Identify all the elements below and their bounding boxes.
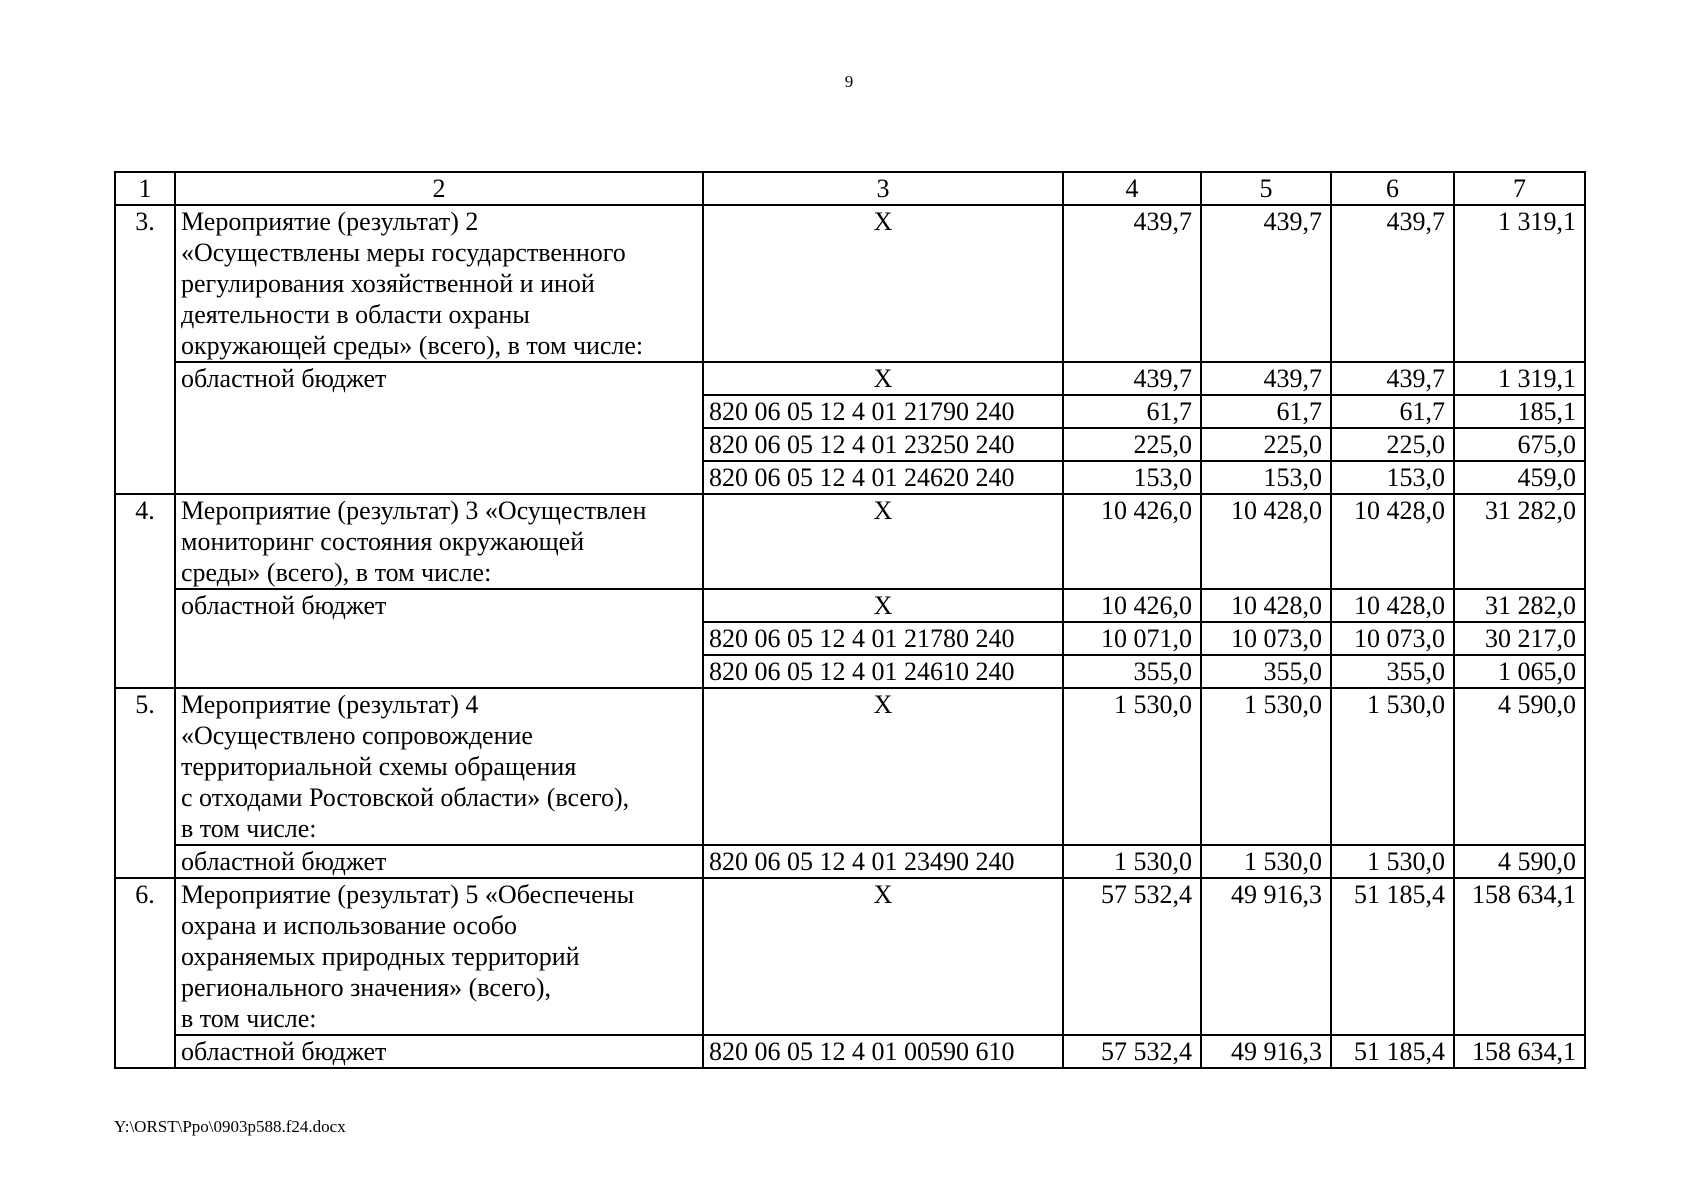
amount-cell: 225,0 (1331, 428, 1454, 461)
activity-title-line: деятельности в области охраны (181, 300, 530, 329)
row-number: 3. (115, 205, 175, 494)
amount-cell: 10 071,0 (1063, 622, 1201, 655)
budget-code: 820 06 05 12 4 01 21790 240 (703, 395, 1063, 428)
budget-code: 820 06 05 12 4 01 00590 610 (703, 1035, 1063, 1068)
activity-title-line: «Осуществлены меры государственного (181, 238, 626, 267)
amount-cell: 10 428,0 (1201, 589, 1331, 622)
activity-title-line: мониторинг состояния окружающей (181, 527, 585, 556)
amount-cell: 355,0 (1331, 655, 1454, 688)
activity-title-line: среды» (всего), в том числе: (181, 558, 492, 587)
funding-source: областной бюджет (175, 362, 703, 395)
header-cell: 4 (1063, 172, 1201, 205)
activity-title-line: территориальной схемы обращения (181, 752, 577, 781)
activity-row (115, 688, 1585, 845)
funding-source (175, 395, 703, 428)
header-cell: 6 (1331, 172, 1454, 205)
header-cell: 5 (1201, 172, 1331, 205)
activity-row (115, 494, 1585, 589)
budget-code: X (703, 494, 1063, 589)
amount-cell: 439,7 (1063, 362, 1201, 395)
amount-cell: 1 530,0 (1201, 845, 1331, 878)
budget-table (114, 171, 1586, 1069)
amount-cell: 355,0 (1063, 655, 1201, 688)
amount-cell: 31 282,0 (1454, 589, 1585, 622)
amount-cell: 31 282,0 (1454, 494, 1585, 589)
amount-cell: 185,1 (1454, 395, 1585, 428)
activity-title-line: Мероприятие (результат) 4 (181, 690, 479, 719)
amount-cell: 225,0 (1201, 428, 1331, 461)
header-cell: 2 (175, 172, 703, 205)
budget-code: 820 06 05 12 4 01 23490 240 (703, 845, 1063, 878)
amount-cell: 459,0 (1454, 461, 1585, 494)
amount-cell: 1 319,1 (1454, 205, 1585, 362)
activity-row (115, 205, 1585, 362)
row-number: 6. (115, 878, 175, 1068)
amount-cell: 153,0 (1201, 461, 1331, 494)
amount-cell: 1 530,0 (1331, 845, 1454, 878)
amount-cell: 225,0 (1063, 428, 1201, 461)
funding-row (115, 1035, 1585, 1068)
header-cell: 1 (115, 172, 175, 205)
funding-row (115, 461, 1585, 494)
budget-code: X (703, 688, 1063, 845)
amount-cell: 61,7 (1331, 395, 1454, 428)
amount-cell: 439,7 (1201, 205, 1331, 362)
amount-cell: 158 634,1 (1454, 878, 1585, 1035)
budget-code: X (703, 362, 1063, 395)
amount-cell: 4 590,0 (1454, 688, 1585, 845)
amount-cell: 30 217,0 (1454, 622, 1585, 655)
header-cell: 7 (1454, 172, 1585, 205)
amount-cell: 439,7 (1331, 205, 1454, 362)
funding-row (115, 845, 1585, 878)
activity-title-line: в том числе: (181, 814, 317, 843)
budget-code: 820 06 05 12 4 01 21780 240 (703, 622, 1063, 655)
amount-cell: 439,7 (1063, 205, 1201, 362)
budget-code: 820 06 05 12 4 01 24620 240 (703, 461, 1063, 494)
amount-cell: 1 530,0 (1331, 688, 1454, 845)
funding-row (115, 395, 1585, 428)
header-row (115, 172, 1585, 205)
amount-cell: 10 073,0 (1201, 622, 1331, 655)
activity-title-line: Мероприятие (результат) 3 «Осуществлен (181, 496, 647, 525)
funding-source (175, 428, 703, 461)
amount-cell: 10 073,0 (1331, 622, 1454, 655)
activity-title (175, 205, 703, 362)
funding-source (175, 655, 703, 688)
budget-code: X (703, 205, 1063, 362)
header-cell: 3 (703, 172, 1063, 205)
funding-source (175, 461, 703, 494)
file-path-footer: Y:\ORST\Ppo\0903p588.f24.docx (114, 1117, 346, 1136)
activity-title-line: охраняемых природных территорий (181, 942, 580, 971)
activity-title (175, 688, 703, 845)
amount-cell: 1 319,1 (1454, 362, 1585, 395)
budget-code: 820 06 05 12 4 01 24610 240 (703, 655, 1063, 688)
amount-cell: 1 065,0 (1454, 655, 1585, 688)
activity-title-line: с отходами Ростовской области» (всего), (181, 783, 630, 812)
row-number: 5. (115, 688, 175, 878)
funding-source: областной бюджет (175, 845, 703, 878)
amount-cell: 61,7 (1201, 395, 1331, 428)
funding-row (115, 362, 1585, 395)
activity-title (175, 878, 703, 1035)
amount-cell: 10 428,0 (1331, 494, 1454, 589)
amount-cell: 355,0 (1201, 655, 1331, 688)
row-number: 4. (115, 494, 175, 688)
amount-cell: 439,7 (1331, 362, 1454, 395)
amount-cell: 10 428,0 (1201, 494, 1331, 589)
amount-cell: 439,7 (1201, 362, 1331, 395)
funding-source: областной бюджет (175, 1035, 703, 1068)
funding-source: областной бюджет (175, 589, 703, 622)
funding-source (175, 622, 703, 655)
amount-cell: 153,0 (1331, 461, 1454, 494)
amount-cell: 4 590,0 (1454, 845, 1585, 878)
activity-title-line: Мероприятие (результат) 2 (181, 207, 479, 236)
amount-cell: 153,0 (1063, 461, 1201, 494)
budget-code: 820 06 05 12 4 01 23250 240 (703, 428, 1063, 461)
amount-cell: 158 634,1 (1454, 1035, 1585, 1068)
amount-cell: 57 532,4 (1063, 1035, 1201, 1068)
activity-title-line: в том числе: (181, 1004, 317, 1033)
funding-row (115, 622, 1585, 655)
activity-title-line: Мероприятие (результат) 5 «Обеспечены (181, 880, 635, 909)
amount-cell: 10 426,0 (1063, 494, 1201, 589)
activity-title-line: окружающей среды» (всего), в том числе: (181, 331, 644, 360)
amount-cell: 1 530,0 (1063, 688, 1201, 845)
amount-cell: 10 426,0 (1063, 589, 1201, 622)
activity-title (175, 494, 703, 589)
page-number: 9 (844, 72, 854, 91)
amount-cell: 10 428,0 (1331, 589, 1454, 622)
funding-row (115, 589, 1585, 622)
amount-cell: 49 916,3 (1201, 1035, 1331, 1068)
amount-cell: 51 185,4 (1331, 1035, 1454, 1068)
activity-title-line: «Осуществлено сопровождение (181, 721, 533, 750)
activity-title-line: охрана и использование особо (181, 911, 517, 940)
amount-cell: 51 185,4 (1331, 878, 1454, 1035)
amount-cell: 675,0 (1454, 428, 1585, 461)
funding-row (115, 655, 1585, 688)
activity-title-line: регулирования хозяйственной и иной (181, 269, 595, 298)
amount-cell: 49 916,3 (1201, 878, 1331, 1035)
budget-code: X (703, 589, 1063, 622)
funding-row (115, 428, 1585, 461)
activity-title-line: регионального значения» (всего), (181, 973, 552, 1002)
budget-code: X (703, 878, 1063, 1035)
amount-cell: 1 530,0 (1063, 845, 1201, 878)
amount-cell: 61,7 (1063, 395, 1201, 428)
activity-row (115, 878, 1585, 1035)
amount-cell: 57 532,4 (1063, 878, 1201, 1035)
amount-cell: 1 530,0 (1201, 688, 1331, 845)
